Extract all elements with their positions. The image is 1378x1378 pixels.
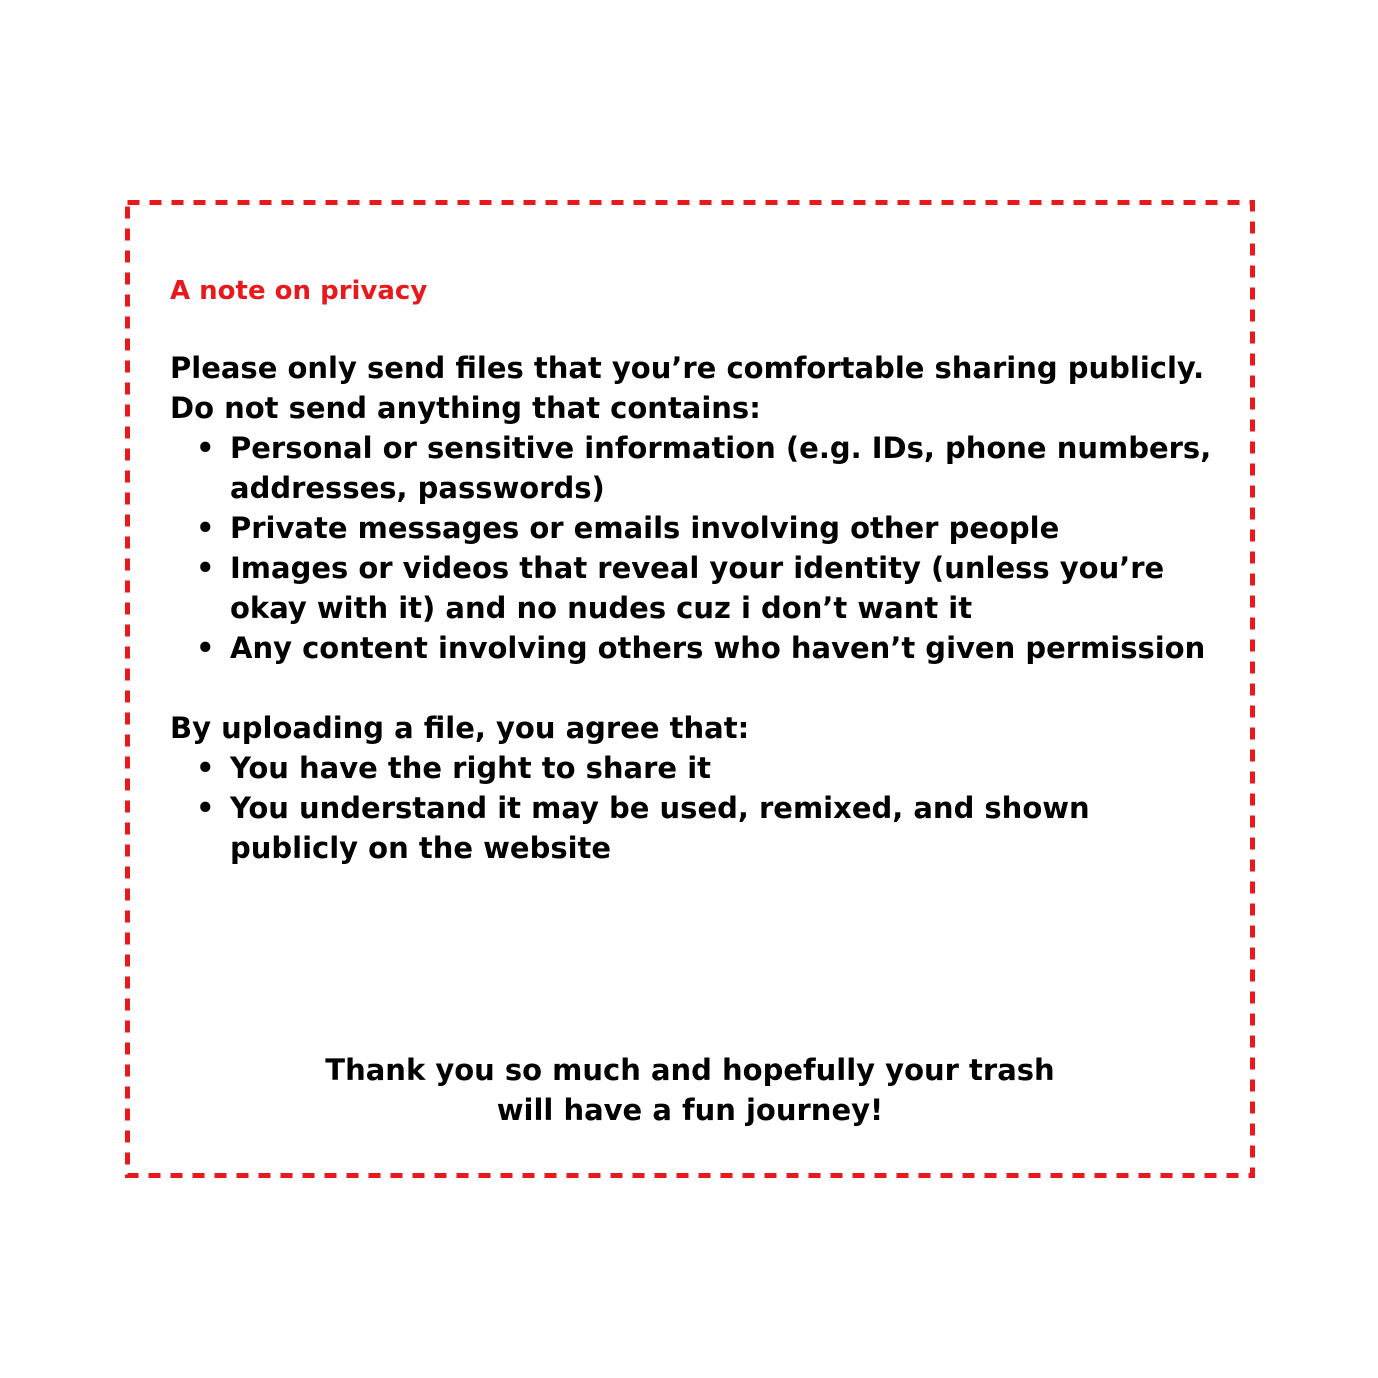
list-item-text: Personal or sensitive information (e.g. IDs, phone numbers, addresses, passwords) xyxy=(230,431,1212,505)
intro-line-2: Do not send anything that contains: xyxy=(170,391,761,425)
list-item-text: Private messages or emails involving other people xyxy=(230,511,1060,545)
list-item-text: You understand it may be used, remixed, and shown publicly on the website xyxy=(230,791,1090,865)
closing-line-1: Thank you so much and hopefully your trash xyxy=(325,1053,1055,1087)
list-item-text: You have the right to share it xyxy=(230,751,711,785)
bullet-icon: • xyxy=(196,511,215,545)
bullet-icon: • xyxy=(196,431,215,465)
list-item xyxy=(170,628,1220,668)
bullet-icon: • xyxy=(196,631,215,665)
bullet-icon: • xyxy=(196,791,215,825)
agreement-list xyxy=(170,748,1220,868)
privacy-heading: A note on privacy xyxy=(170,276,428,306)
forbidden-list xyxy=(170,428,1220,668)
closing-message xyxy=(125,1050,1255,1130)
list-item xyxy=(170,748,1220,788)
bullet-icon: • xyxy=(196,551,215,585)
bullet-icon: • xyxy=(196,751,215,785)
list-item xyxy=(170,548,1220,628)
spacer xyxy=(170,668,1220,708)
list-item xyxy=(170,428,1220,508)
privacy-body xyxy=(170,348,1220,868)
list-item xyxy=(170,508,1220,548)
list-item xyxy=(170,788,1220,868)
list-item-text: Any content involving others who haven’t given permission xyxy=(230,631,1206,665)
intro-line-1: Please only send files that you’re comfortable sharing publicly. xyxy=(170,351,1205,385)
closing-line-2: will have a fun journey! xyxy=(496,1093,884,1127)
list-item-text: Images or videos that reveal your identity (unless you’re okay with it) and no nudes cuz i don’t want it xyxy=(230,551,1165,625)
privacy-note-card xyxy=(125,200,1255,1178)
agreement-lead: By uploading a file, you agree that: xyxy=(170,711,750,745)
